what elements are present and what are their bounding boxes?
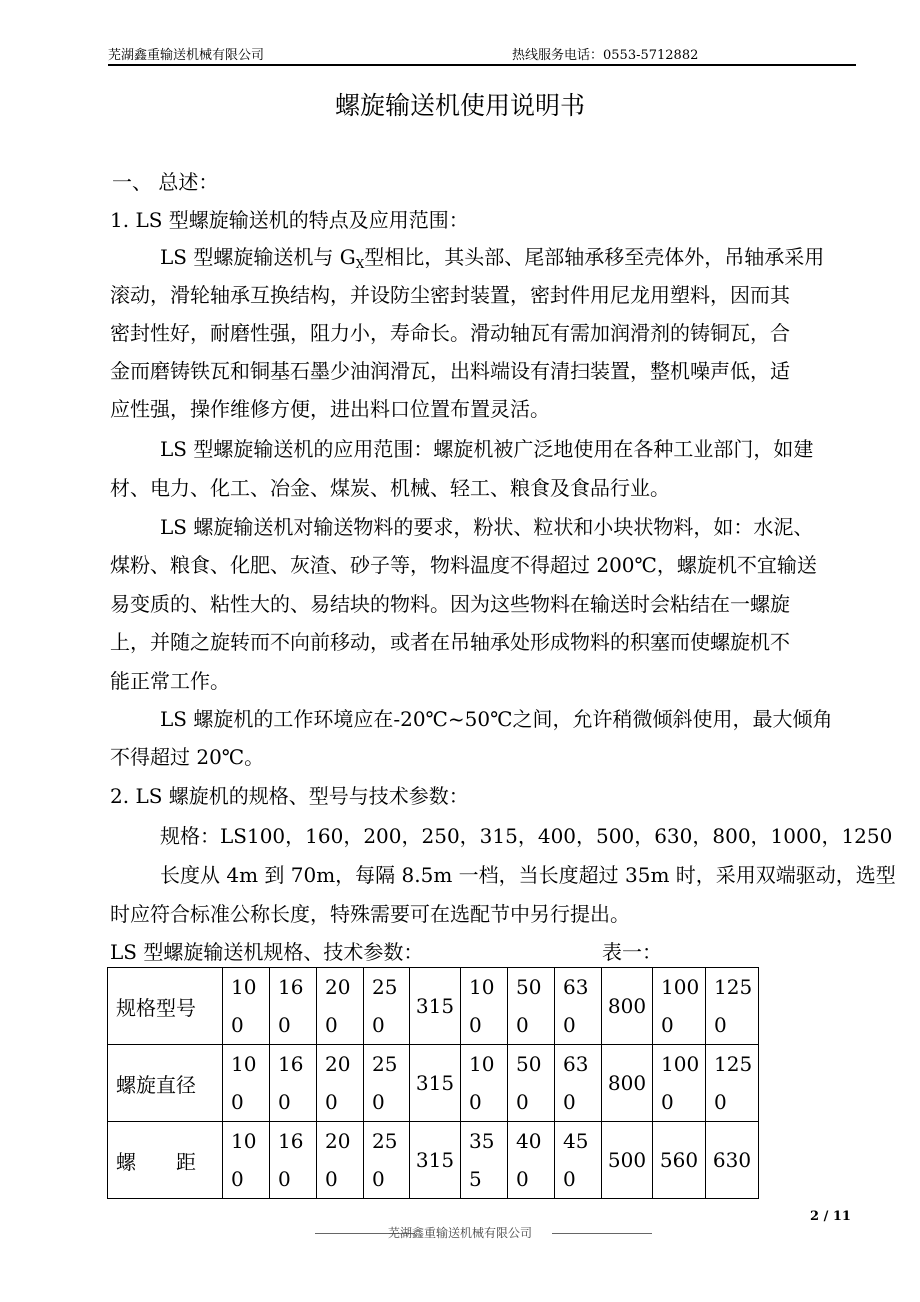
text-run: LS 型螺旋输送机与 G	[160, 245, 356, 269]
footer-company: 芜湖鑫重输送机械有限公司	[387, 1226, 532, 1240]
table-cell	[555, 968, 602, 1045]
header-company: 芜湖鑫重输送机械有限公司	[108, 48, 265, 63]
table-cell	[555, 1122, 602, 1199]
table-cell	[508, 1122, 555, 1199]
paragraph-line: 易变质的、粘性大的、易结块的物料。因为这些物料在输送时会粘结在一螺旋	[110, 592, 790, 616]
table-cell	[317, 968, 364, 1045]
cell-line: 50	[516, 1052, 542, 1076]
cell-line: 100	[661, 1052, 700, 1076]
paragraph-line	[160, 243, 824, 278]
item-heading-2: 2. LS 螺旋机的规格、型号与技术参数：	[110, 784, 469, 808]
table-caption: LS 型螺旋输送机规格、技术参数：	[110, 940, 424, 964]
cell-line: 10	[231, 975, 257, 999]
cell-line: 5	[469, 1167, 482, 1191]
table-cell	[364, 968, 410, 1045]
paragraph-line: 煤粉、粮食、化肥、灰渣、砂子等，物料温度不得超过 200℃，螺旋机不宜输送	[110, 553, 817, 577]
table-cell	[461, 1122, 508, 1199]
paragraph-line: 金而磨铸铁瓦和铜基石墨少油润滑瓦，出料端设有清扫装置，整机噪声低，适	[110, 359, 790, 383]
cell-line: 0	[325, 1090, 338, 1114]
cell-line: 0	[231, 1013, 244, 1037]
table-row	[108, 1045, 759, 1122]
cell-line: 16	[278, 1052, 304, 1076]
cell-line: 16	[278, 1129, 304, 1153]
table-cell: 800	[602, 1045, 653, 1122]
cell-line: 10	[469, 975, 495, 999]
table-cell	[317, 1122, 364, 1199]
item-heading-1: 1. LS 型螺旋输送机的特点及应用范围：	[110, 208, 469, 232]
cell-line: 0	[325, 1013, 338, 1037]
cell-line: 10	[231, 1052, 257, 1076]
cell-line: 0	[372, 1167, 385, 1191]
cell-line: 0	[231, 1090, 244, 1114]
cell-line: 0	[661, 1090, 674, 1114]
cell-line: 40	[516, 1129, 542, 1153]
cell-line: 35	[469, 1129, 495, 1153]
cell-line: 10	[231, 1129, 257, 1153]
subscript: X	[355, 257, 365, 271]
table-cell	[653, 1045, 706, 1122]
cell-line: 125	[714, 1052, 753, 1076]
table-cell: 560	[653, 1122, 706, 1199]
paragraph-line: 不得超过 20℃。	[110, 745, 265, 769]
cell-line: 20	[325, 975, 351, 999]
table-cell	[270, 1045, 317, 1122]
paragraph-line: 上，并随之旋转而不向前移动，或者在吊轴承处形成物料的积塞而使螺旋机不	[110, 630, 790, 654]
row-label: 螺 距	[108, 1122, 223, 1199]
cell-line: 0	[469, 1090, 482, 1114]
cell-line: 0	[325, 1167, 338, 1191]
table-cell	[364, 1122, 410, 1199]
cell-line: 0	[516, 1090, 529, 1114]
cell-line: 0	[372, 1013, 385, 1037]
paragraph-line: 长度从 4m 到 70m，每隔 8.5m 一档，当长度超过 35m 时，采用双端驱动，选型	[160, 863, 896, 887]
table-cell	[364, 1045, 410, 1122]
cell-line: 125	[714, 975, 753, 999]
cell-line: 25	[372, 1052, 398, 1076]
table-cell	[461, 968, 508, 1045]
table-cell	[706, 968, 759, 1045]
paragraph-line: 能正常工作。	[110, 669, 230, 693]
table-cell	[555, 1045, 602, 1122]
header-divider	[108, 64, 856, 66]
table-cell	[270, 968, 317, 1045]
table-cell	[461, 1045, 508, 1122]
table-cell	[223, 1122, 270, 1199]
cell-line: 0	[563, 1013, 576, 1037]
table-cell: 800	[602, 968, 653, 1045]
cell-line: 0	[372, 1090, 385, 1114]
table-row	[108, 968, 759, 1045]
cell-line: 0	[516, 1013, 529, 1037]
table-cell	[508, 968, 555, 1045]
table-cell: 315	[410, 968, 461, 1045]
cell-line: 0	[563, 1090, 576, 1114]
cell-line: 0	[469, 1013, 482, 1037]
page-title: 螺旋输送机使用说明书	[334, 91, 585, 120]
header-hotline: 热线服务电话：0553-5712882	[512, 48, 699, 63]
cell-line: 50	[516, 975, 542, 999]
table-cell: 315	[410, 1045, 461, 1122]
cell-line: 20	[325, 1052, 351, 1076]
cell-line: 0	[278, 1090, 291, 1114]
cell-line: 0	[661, 1013, 674, 1037]
paragraph-line: 时应符合标准公称长度，特殊需要可在选配节中另行提出。	[110, 902, 630, 926]
table-cell	[508, 1045, 555, 1122]
cell-line: 0	[231, 1167, 244, 1191]
paragraph-line: 材、电力、化工、冶金、煤炭、机械、轻工、粮食及食品行业。	[110, 476, 670, 500]
cell-line: 20	[325, 1129, 351, 1153]
table-cell	[270, 1122, 317, 1199]
cell-line: 0	[714, 1090, 727, 1114]
table-cell: 500	[602, 1122, 653, 1199]
cell-line: 25	[372, 975, 398, 999]
table-cell: 630	[706, 1122, 759, 1199]
row-label: 螺旋直径	[108, 1045, 223, 1122]
table-cell	[706, 1045, 759, 1122]
row-label: 规格型号	[108, 968, 223, 1045]
table-number: 表一：	[602, 940, 662, 964]
cell-line: 100	[661, 975, 700, 999]
table-cell	[653, 968, 706, 1045]
table-row	[108, 1122, 759, 1199]
cell-line: 10	[469, 1052, 495, 1076]
cell-line: 0	[278, 1167, 291, 1191]
cell-line: 0	[714, 1013, 727, 1037]
page-header	[108, 44, 856, 64]
page-number: 2 / 11	[810, 1209, 851, 1224]
cell-line: 0	[278, 1013, 291, 1037]
paragraph-line: 应性强，操作维修方便，进出料口位置布置灵活。	[110, 397, 550, 421]
paragraph-line: LS 螺旋输送机对输送物料的要求，粉状、粒状和小块状物料，如：水泥、	[160, 515, 814, 539]
paragraph-line: 滚动，滑轮轴承互换结构，并设防尘密封装置，密封件用尼龙用塑料，因而其	[110, 283, 790, 307]
table-cell	[223, 1045, 270, 1122]
cell-line: 0	[516, 1167, 529, 1191]
cell-line: 63	[563, 975, 589, 999]
cell-line: 16	[278, 975, 304, 999]
table-cell: 315	[410, 1122, 461, 1199]
cell-line: 63	[563, 1052, 589, 1076]
table-cell	[317, 1045, 364, 1122]
spec-table	[107, 967, 759, 1199]
cell-line: 0	[563, 1167, 576, 1191]
text-run: 型相比，其头部、尾部轴承移至壳体外，吊轴承采用	[364, 245, 825, 269]
spec-line: 规格：LS100，160，200，250，315，400，500，630，800，1000，1250	[160, 824, 893, 848]
paragraph-line: LS 螺旋机的工作环境应在-20℃~50℃之间，允许稍微倾斜使用，最大倾角	[160, 707, 833, 731]
cell-line: 25	[372, 1129, 398, 1153]
table-cell	[223, 968, 270, 1045]
paragraph-line: LS 型螺旋输送机的应用范围：螺旋机被广泛地使用在各种工业部门，如建	[160, 437, 814, 461]
paragraph-line: 密封性好，耐磨性强，阻力小，寿命长。滑动轴瓦有需加润滑剂的铸铜瓦，合	[110, 321, 790, 345]
cell-line: 45	[563, 1129, 589, 1153]
section-heading: 一、 总述：	[112, 170, 219, 194]
